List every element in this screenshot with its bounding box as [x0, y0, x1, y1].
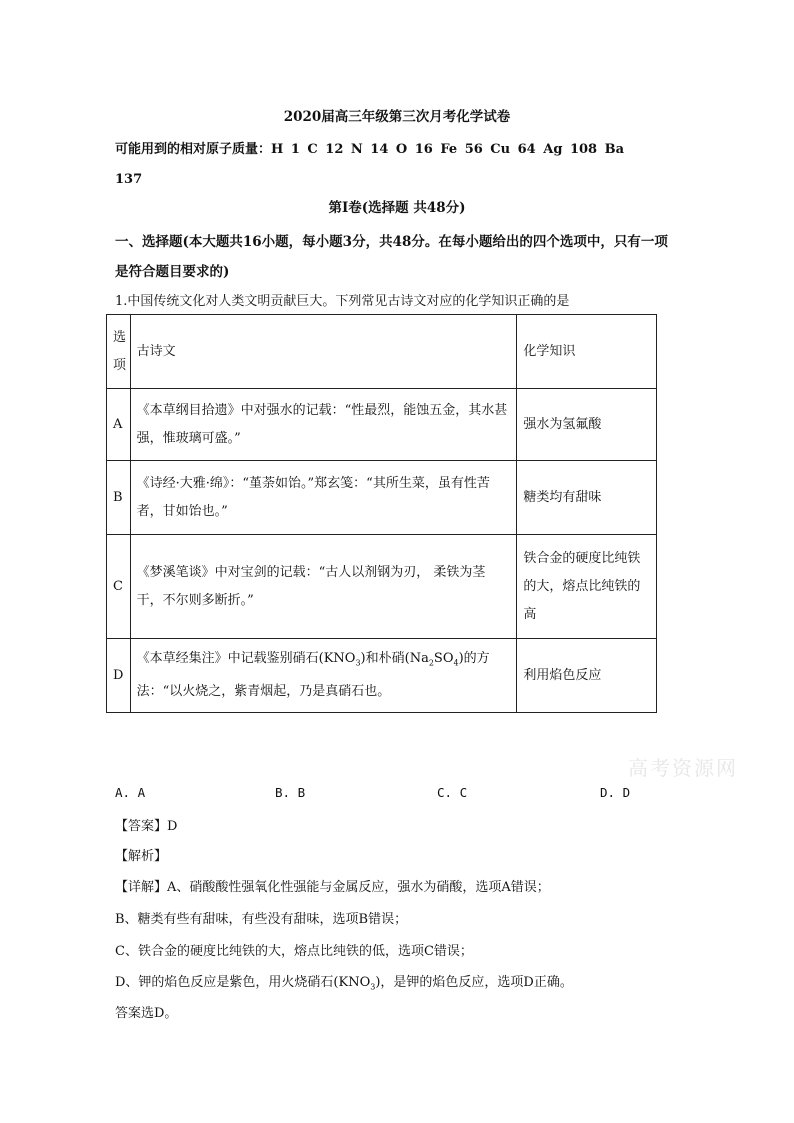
part-one-instructions: 一、选择题(本大题共16小题，每小题3分，共48分。在每小题给出的四个选项中，只有一项是符合题目要求的): [115, 234, 668, 280]
table-row: [107, 461, 657, 535]
table-row: [107, 389, 657, 461]
explanation-prefix: 【详解】: [115, 880, 168, 895]
row-poem: 《梦溪笔谈》中对宝剑的记载：“古人以剂钢为刃， 柔铁为茎干，不尔则多断折。”: [130, 535, 517, 639]
header-option: 选项: [107, 315, 131, 389]
row-option: C: [107, 535, 131, 639]
choice-a: A. A: [115, 785, 146, 800]
subscript: 4: [453, 658, 459, 668]
poem-text: )和朴硝(Na: [360, 651, 429, 667]
atomic-masses: [115, 135, 675, 195]
answer-label: 【答案】: [115, 819, 168, 834]
row-poem: 《诗经·大雅·绵》：“堇荼如饴。”郑玄笺：“其所生菜，虽有性苦者，甘如饴也。”: [130, 461, 517, 535]
row-option: A: [107, 389, 131, 461]
atomic-masses-label: 可能用到的相对原子质量：: [115, 142, 272, 157]
explanation-line-a: [115, 876, 715, 895]
poem-text: )的方法：“以火烧之，紫青烟起，乃是真硝石也。: [136, 651, 490, 699]
row-option: B: [107, 461, 131, 535]
row-knowledge: 强水为氢氟酸: [517, 389, 657, 461]
question-1-stem: 1.中国传统文化对人类文明贡献巨大。下列常见古诗文对应的化学知识正确的是: [115, 294, 570, 309]
answer-value: D: [167, 819, 178, 834]
explanation-line-c: C、铁合金的硬度比纯铁的大，熔点比纯铁的低，选项C错误；: [115, 944, 473, 959]
row-poem: [130, 639, 517, 713]
explanation-text: A、硝酸酸性强氧化性强能与金属反应，强水为硝酸，选项A错误；: [167, 880, 550, 895]
table-header-row: [107, 315, 657, 389]
answer-choices: [115, 785, 635, 805]
row-knowledge: 糖类均有甜味: [517, 461, 657, 535]
watermark: 高考资源网: [628, 756, 738, 780]
conclusion: 答案选D。: [115, 1006, 178, 1021]
explanation-line-d: [115, 971, 715, 992]
answer-line: [115, 815, 715, 834]
header-knowledge: 化学知识: [517, 315, 657, 389]
subscript: 3: [355, 658, 361, 668]
atomic-masses-values: H 1 C 12 N 14 O 16 Fe 56 Cu 64 Ag 108 Ba: [271, 142, 625, 157]
row-option: D: [107, 639, 131, 713]
choice-b: B. B: [275, 785, 306, 800]
analysis-label: 【解析】: [115, 849, 168, 864]
header-poem: 古诗文: [130, 315, 517, 389]
explanation-text: )，是钾的焰色反应，选项D正确。: [375, 975, 573, 990]
explanation-text: D、钾的焰色反应是紫色，用火烧硝石(KNO: [115, 975, 371, 990]
row-knowledge: 利用焰色反应: [517, 639, 657, 713]
row-poem: 《本草纲目拾遗》中对强水的记载：“性最烈，能蚀五金，其水甚强，惟玻璃可盛。”: [130, 389, 517, 461]
subscript: 2: [428, 658, 434, 668]
poem-text: SO: [433, 651, 454, 667]
choice-d: D. D: [600, 785, 631, 800]
atomic-masses-continuation: 137: [115, 172, 143, 187]
exam-title: 2020届高三年级第三次月考化学试卷: [283, 109, 511, 125]
poem-text: 《本草经集注》中记载鉴别硝石(KNO: [136, 651, 356, 667]
table-row: [107, 535, 657, 639]
row-knowledge: 铁合金的硬度比纯铁的大，熔点比纯铁的高: [517, 535, 657, 639]
question-1-table: [106, 314, 657, 713]
section-title: 第Ⅰ卷(选择题 共48分): [328, 200, 466, 216]
explanation-line-b: B、糖类有些有甜味，有些没有甜味，选项B错误；: [115, 912, 408, 927]
subscript: 3: [370, 982, 376, 992]
table-row: [107, 639, 657, 713]
choice-c: C. C: [437, 785, 468, 800]
